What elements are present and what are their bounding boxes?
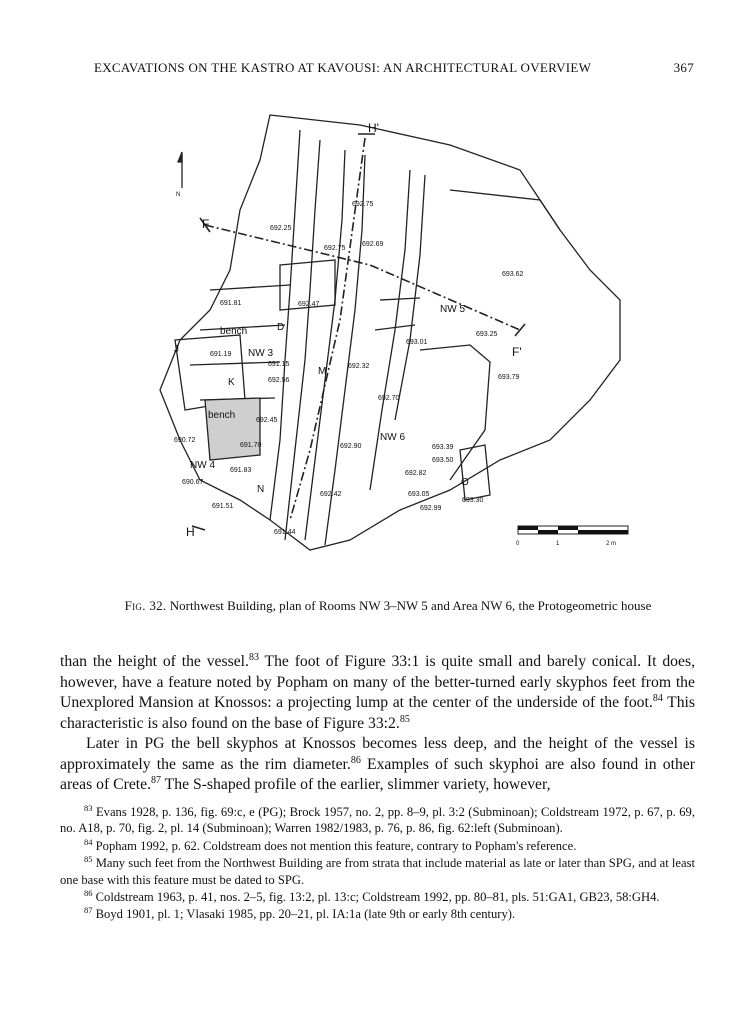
figure-label: Fig. 32. <box>124 598 167 613</box>
footnote-ref[interactable]: 85 <box>399 713 410 725</box>
footnote-ref[interactable]: 87 <box>151 774 162 786</box>
body-text <box>60 652 695 796</box>
footnote: $^{84}$ Popham 1992, p. 62. Coldstream does not mention this feature, contrary to Popham's reference. <box>84 836 577 853</box>
elevation: 692.69 <box>362 241 384 248</box>
elevation: 692.82 <box>405 470 427 477</box>
wall-11 <box>190 362 280 365</box>
paragraph-1: than the height of the vessel.$^{83}$ The foot of Figure 33:1 is quite small and barely conical. It does, however, have a feature noted by Popham on many of the better-turned early skyphos feet from the Unexplored Mansion at Knossos: a projecting lump at the center of the underside of the foot.$^{84}$ This characteristic is also found on the base of Figure 33:2.85 <box>60 651 696 732</box>
elevation: 692.56 <box>268 377 290 384</box>
bench-label-2: bench <box>208 410 236 421</box>
elevation: 693.62 <box>502 271 524 278</box>
elevation: 691.70 <box>240 442 262 449</box>
elevation: 693.50 <box>432 457 454 464</box>
wall-8 <box>420 345 490 480</box>
elevation: 693.25 <box>476 331 498 338</box>
elevation: 693.05 <box>408 491 430 498</box>
scale-tick-0: 0 <box>516 541 520 547</box>
elevation: 691.83 <box>230 467 252 474</box>
room-label-d: D <box>277 322 285 333</box>
elevation: 692.25 <box>270 225 292 232</box>
room-label-o: O <box>461 477 469 488</box>
section-label-f: F <box>202 217 210 231</box>
wall-7 <box>450 190 560 230</box>
figure-caption <box>78 598 698 614</box>
room-o-outline <box>460 445 490 500</box>
elevation: 691.51 <box>212 503 234 510</box>
room-label-j: J <box>174 344 179 355</box>
room-label-n: N <box>257 484 265 495</box>
section-tick-f-right <box>515 324 525 336</box>
page-number: 367 <box>673 60 694 75</box>
elevation: 692.45 <box>256 417 278 424</box>
running-title: EXCAVATIONS ON THE KASTRO AT KAVOUSI: AN ARCHITECTURAL OVERVIEW <box>94 60 592 75</box>
room-label-nw3: NW 3 <box>248 348 273 359</box>
bench-label-1: bench <box>220 326 248 337</box>
elevation: 693.01 <box>406 339 428 346</box>
elevation: 692.90 <box>340 443 362 450</box>
paragraph-2: Later in PG the bell skyphos at Knossos becomes less deep, and the height of the vessel is approximately the same as the rim diameter.$^{86}$ Examples of such skyphoi are also found in other areas of Crete.$^{87}$ The S-shaped profile of the earlier, slimmer variety, however, <box>60 735 695 793</box>
caption-text: Northwest Building, plan of Rooms NW 3–NW 5 and Area NW 6, the Protogeometric house <box>169 598 652 613</box>
elevation: 691.81 <box>220 300 242 307</box>
section-label-h-prime: H' <box>368 121 379 135</box>
footnote-ref[interactable]: 86 <box>350 754 361 766</box>
footnote: $^{85}$ Many such feet from the Northwest Building are from strata that include material as late or later than SPG, and at least one base with this feature must be dated to SPG. <box>60 854 695 887</box>
north-arrow-head <box>178 152 182 162</box>
room-label-nw4: NW 4 <box>190 460 215 471</box>
room-label-k: K <box>228 377 235 388</box>
section-label-h: H <box>186 525 195 539</box>
wall-4 <box>325 155 365 545</box>
wall-2 <box>285 140 320 540</box>
footnote: $^{83}$ Evans 1928, p. 136, fig. 69:c, e (PG); Brock 1957, no. 2, pp. 8–9, pl. 3:2 (Subminoan); Coldstream 1972, p. 67, p. 69, no. A18, p. 70, fig. 2, pl. 14 (Subminoan); Warren 1982/1983, p. 76, p. 86, fig. 62:left (Subminoan). <box>60 802 695 836</box>
scale-tick-1: 1 <box>556 541 560 547</box>
hatched-area <box>205 398 260 460</box>
elevation: 693.30 <box>462 497 484 504</box>
scale-bar <box>516 526 628 547</box>
wall-3 <box>305 150 345 540</box>
north-label: N <box>176 192 181 198</box>
footnote: $^{86}$ Coldstream 1963, p. 41, nos. 2–5, fig. 13:2, pl. 13:c; Coldstream 1992, pp. 80–81, pls. 51:GA1, GB23, 58:GH4. <box>84 887 660 905</box>
scale-tick-2: 2 m <box>606 541 617 547</box>
footnote-ref[interactable]: 83 <box>248 651 259 663</box>
elevation: 691.19 <box>210 351 232 358</box>
room-label-m: M <box>318 366 327 377</box>
elevation: 693.39 <box>432 444 454 451</box>
elevation: 693.79 <box>498 374 520 381</box>
elevation: 692.32 <box>348 363 370 370</box>
site-plan-figure <box>120 100 640 560</box>
elevation: 690.72 <box>174 437 196 444</box>
section-line-h <box>290 138 365 520</box>
room-label-nw5: NW 5 <box>440 304 465 315</box>
footnote: $^{87}$ Boyd 1901, pl. 1; Vlasaki 1985, pp. 20–21, pl. IA:1a (late 9th or early 8th century). <box>84 905 516 922</box>
elevation: 692.99 <box>420 505 442 512</box>
elevation: 690.67 <box>182 479 204 486</box>
elevation: 691.15 <box>268 361 290 368</box>
room-label-nw6: NW 6 <box>380 432 405 443</box>
elevation: 692.75 <box>352 201 374 208</box>
elevation: 692.75 <box>324 245 346 252</box>
wall-13 <box>380 298 420 300</box>
footnote-ref[interactable]: 84 <box>652 692 663 704</box>
elevation: 691.44 <box>274 529 296 536</box>
elevation: 692.70 <box>378 395 400 402</box>
running-header <box>94 60 694 76</box>
footnotes <box>60 804 695 924</box>
elevation: 692.47 <box>298 301 320 308</box>
section-label-f-prime: F' <box>512 345 522 359</box>
elevation: 692.42 <box>320 491 342 498</box>
